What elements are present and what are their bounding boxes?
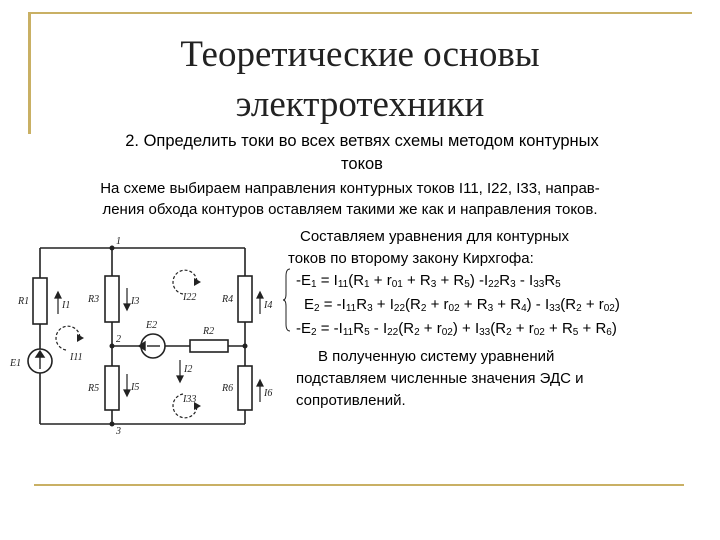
eq2-part: + r [426,296,449,313]
eq1-sub: 33 [533,279,545,290]
eq2-lhs: E [304,296,315,313]
label-i3: I3 [131,296,140,307]
eq2-sub: 11 [345,303,357,314]
eq2-part: + R [459,296,488,313]
label-node-2: 2 [116,334,121,345]
eq1-lhs-sub: 1 [311,279,317,290]
eq1-part: = I [316,272,338,289]
intro-line-2: ления обхода контуров оставляем такими же как и направления токов. [102,201,598,218]
eq1-sub: 3 [510,279,516,290]
eq3-part: - I [369,320,388,337]
label-i1: I1 [62,300,71,311]
eq3-part: ) + I [452,320,480,337]
slide-title [100,30,620,130]
eq2-sub: 2 [576,303,582,314]
eq2-sub: 22 [393,303,406,314]
label-i4: I4 [264,300,273,311]
eq1-sub: 5 [555,279,561,290]
eq1-part: R [544,272,556,289]
resistor-r4 [238,276,252,322]
eq3-sub: 6 [606,327,612,338]
label-node-1: 1 [116,236,121,247]
label-i22: I22 [183,292,197,303]
task-heading-line-2: токов [341,155,383,173]
resistor-r5 [105,366,119,410]
eq2-sub: 3 [487,303,494,314]
conclusion-line-3: сопротивлений. [296,392,406,409]
eq3-part: + r [511,320,534,337]
eq3-part: + R [544,320,573,337]
label-i11: I11 [70,352,83,363]
eq3-part: R [353,320,365,337]
circuit-diagram [0,226,285,436]
conclusion-paragraph [296,346,696,412]
eq-intro-line-1: Составляем уравнения для контурных [300,228,570,245]
i6-arrowhead [257,380,263,386]
eq3-sub: 02 [533,327,545,338]
eq2-sub: 02 [603,303,615,314]
label-r5: R5 [88,383,100,394]
eq2-sub: 02 [448,303,460,314]
label-node-3: 3 [116,426,121,436]
equation-1 [288,270,708,294]
eq3-part: ) [611,320,617,337]
conclusion-line-1: В полученную систему уравнений [318,348,555,365]
resistor-r3 [105,276,119,322]
task-heading-line-1: 2. Определить токи во всех ветвях схемы методом контурных [125,132,599,150]
eq1-lhs: -E [296,272,311,289]
i1-arrowhead [55,292,61,298]
eq2-sub: 4 [521,303,527,314]
node-3-dot [110,422,115,427]
eq3-part: = -I [316,320,343,337]
slide-frame-bottom-line [34,484,684,486]
loop-current-i11-arrow [56,326,80,350]
intro-line-1: На схеме выбираем направления контурных токов I11, I22, I33, направ- [100,180,600,197]
eq3-sub: 02 [441,327,453,338]
label-i5: I5 [131,382,140,393]
node-right-dot [243,344,248,349]
eq2-part: + R [493,296,522,313]
label-e2: E2 [146,320,158,331]
eq1-sub: 3 [430,279,437,290]
label-r6: R6 [222,383,234,394]
equations-block [288,226,708,342]
eq2-lhs-sub: 2 [314,303,320,314]
i5-arrowhead [124,390,130,396]
eq2-part: (R [560,296,577,313]
title-line-1: Теоретические основы [180,34,540,75]
node-2-dot [110,344,115,349]
label-r4: R4 [222,294,234,305]
slide-frame-top-line [28,12,692,14]
i2-arrowhead [177,376,183,382]
eq3-sub: 11 [342,327,354,338]
loop-current-i22-arrow [173,270,197,294]
eq3-part: + r [419,320,442,337]
eq1-sub: 11 [337,279,349,290]
equation-3 [288,318,708,342]
label-r3: R3 [88,294,100,305]
i3-arrowhead [124,304,130,310]
eq1-sub: 5 [464,279,470,290]
label-e1: E1 [10,358,22,369]
eq3-sub: 5 [572,327,579,338]
eq2-part: + r [581,296,604,313]
eq1-part: + R [402,272,431,289]
eq3-sub: 2 [506,327,512,338]
label-r2: R2 [203,326,215,337]
eq2-part: = -I [319,296,346,313]
conclusion-line-2: подставляем численные значения ЭДС и [296,370,584,387]
eq2-sub: 2 [420,303,427,314]
eq-intro-line-2: токов по второму закону Кирхгофа: [288,250,534,267]
eq2-sub: 3 [367,303,373,314]
eq3-sub: 22 [387,327,399,338]
title-line-2: электротехники [235,84,485,125]
eq1-sub: 01 [391,279,403,290]
eq3-lhs-sub: 2 [311,327,317,338]
eq1-sub: 22 [488,279,500,290]
slide-frame-left-bar [28,12,31,134]
eq1-part: R [499,272,511,289]
task-heading [62,130,662,176]
eq1-part: ) -I [469,272,489,289]
eq3-part: (R [490,320,507,337]
label-i33: I33 [183,394,197,405]
resistor-r2 [190,340,228,352]
eq3-lhs: -E [296,320,311,337]
eq1-part: + R [436,272,465,289]
eq2-part: (R [405,296,421,313]
loop-i11-arrowhead [77,334,84,342]
node-1-dot [110,246,115,251]
resistor-r6 [238,366,252,410]
eq3-sub: 33 [479,327,491,338]
label-i6: I6 [264,388,273,399]
eq2-part: ) - I [526,296,550,313]
eq3-part: + R [578,320,607,337]
equation-2 [288,294,708,318]
eq1-part: - I [515,272,534,289]
intro-paragraph [30,178,670,220]
loop-i22-arrowhead [194,278,201,286]
eq1-sub: 1 [364,279,370,290]
label-r1: R1 [18,296,30,307]
eq2-sub: 33 [549,303,561,314]
eq2-part: + I [372,296,394,313]
resistor-r1 [33,278,47,324]
eq3-sub: 5 [364,327,370,338]
eq1-part: + r [369,272,392,289]
eq2-part: R [356,296,368,313]
e2-arrowhead [139,342,145,350]
eq3-sub: 2 [414,327,420,338]
eq2-part: ) [614,296,620,313]
eq3-part: (R [398,320,415,337]
eq1-part: (R [348,272,365,289]
i4-arrowhead [257,292,263,298]
label-i2: I2 [184,364,193,375]
